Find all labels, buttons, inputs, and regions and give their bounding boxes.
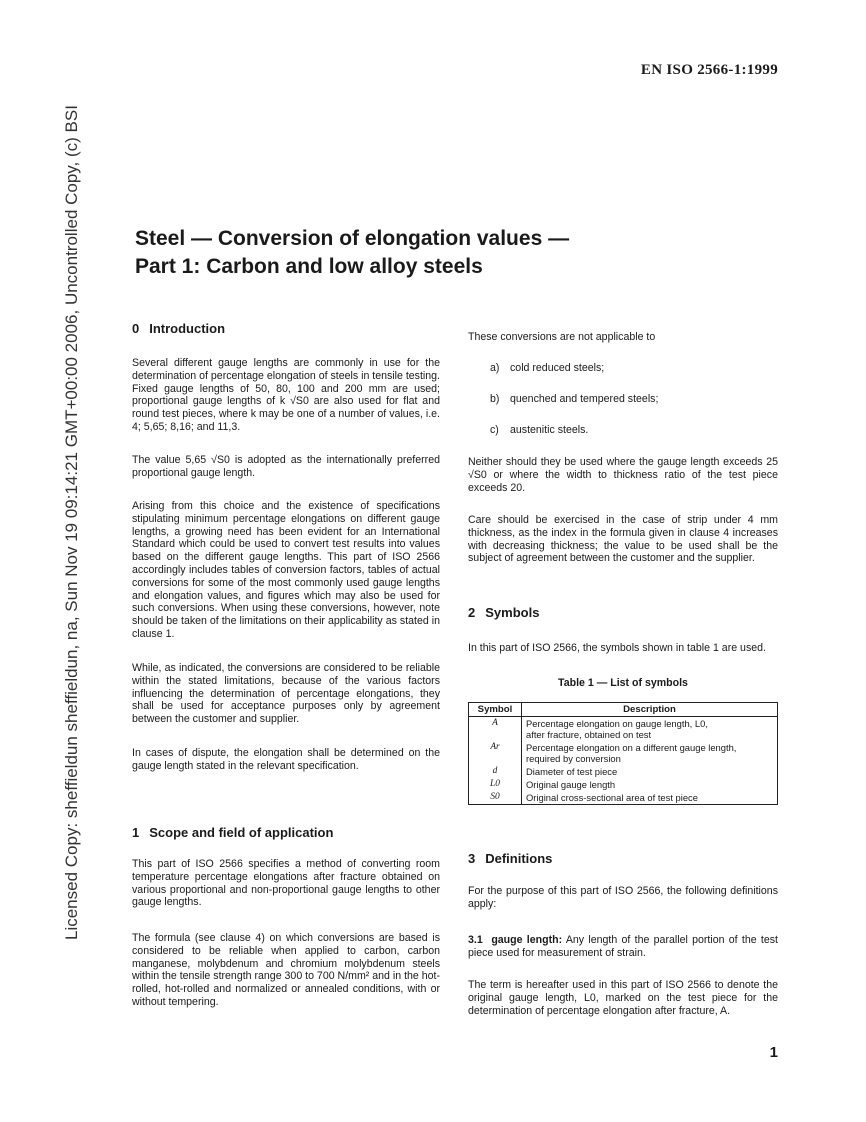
table-row [469, 778, 778, 791]
scope-paragraph-1: This part of ISO 2566 specifies a method of converting room temperature percentage elongations after fracture obtained on various proportional and non-proportional gauge lengths to other gauge lengths. [132, 858, 440, 909]
symbols-intro: In this part of ISO 2566, the symbols shown in table 1 are used. [468, 642, 766, 654]
symbols-table [468, 702, 778, 805]
exclusion-item-c: c) austenitic steels. [490, 424, 589, 436]
description-cell: Percentage elongation on a different gauge length, required by conversion [522, 741, 778, 765]
page-number: 1 [769, 1044, 778, 1061]
symbol-cell: Ar [469, 741, 522, 765]
description-cell: Original cross-sectional area of test piece [522, 791, 778, 805]
license-stamp: Licensed Copy: sheffieldun sheffieldun, na, Sun Nov 19 09:14:21 GMT+00:00 2006, Uncontrolled Copy, (c) BSI [62, 105, 81, 940]
section-introduction [132, 323, 440, 336]
table-caption: Table 1 — List of symbols [558, 677, 688, 689]
table-row [469, 765, 778, 778]
symbol-cell: L0 [469, 778, 522, 791]
title-line-1: Steel — Conversion of elongation values — [135, 227, 570, 250]
title-line-2: Part 1: Carbon and low alloy steels [135, 255, 483, 278]
description-cell: Percentage elongation on gauge length, L0, after fracture, obtained on test [522, 717, 778, 742]
section-scope [132, 827, 440, 840]
intro-paragraph-4: While, as indicated, the conversions are considered to be reliable within the stated limitations, because of the various factors influencing the determination of percentage elongations, they shall be used for acceptance purposes only by agreement between the customer and supplier. [132, 662, 440, 726]
standard-id: EN ISO 2566-1:1999 [640, 62, 778, 78]
col-symbol-header: Symbol [469, 703, 522, 717]
col-description-header: Description [522, 703, 778, 717]
document-title [135, 225, 569, 281]
intro-paragraph-2: The value 5,65 √S0 is adopted as the internationally preferred proportional gauge length. [132, 454, 440, 479]
neither-paragraph: Neither should they be used where the gauge length exceeds 25 √S0 or where the width to thickness ratio of the test piece exceeds 20. [468, 456, 778, 494]
intro-heading: 0 Introduction [132, 321, 226, 336]
description-cell: Diameter of test piece [522, 765, 778, 778]
symbol-cell: A [469, 717, 522, 742]
section-symbols [468, 607, 778, 620]
scope-heading: 1 Scope and field of application [132, 825, 334, 840]
intro-paragraph-5: In cases of dispute, the elongation shall be determined on the gauge length stated in the relevant specification. [132, 747, 440, 772]
exclusion-item-b: b) quenched and tempered steels; [490, 393, 659, 405]
symbols-heading: 2 Symbols [468, 605, 540, 620]
intro-paragraph-1: Several different gauge lengths are commonly in use for the determination of percentage elongation of steels in tensile testing. Fixed gauge lengths of 50, 80, 100 and 200 mm are used; proportional gauge lengths of k √S0 are also used for flat and round test pieces, where k may be one of a number of values, i.e. 4; 5,65; 8,16; and 11,3. [132, 357, 441, 433]
symbol-cell: S0 [469, 791, 522, 805]
table-row [469, 741, 778, 765]
definition-note: The term is hereafter used in this part of ISO 2566 to denote the original gauge length, L0, marked on the test piece for the determination of percentage elongation after fracture, A. [468, 979, 778, 1017]
care-paragraph: Care should be exercised in the case of strip under 4 mm thickness, as the index in the formula given in clause 4 increases with decreasing thickness; the value to be used shall be the subject of agreement between the customer and the supplier. [468, 514, 778, 565]
definitions-intro: For the purpose of this part of ISO 2566, the following definitions apply: [468, 885, 778, 910]
definitions-heading: 3 Definitions [468, 851, 553, 866]
description-cell: Original gauge length [522, 778, 778, 791]
exclusion-item-a: a) cold reduced steels; [490, 362, 605, 374]
table-row [469, 717, 778, 742]
definition-3-1: 3.1 gauge length: Any length of the parallel portion of the test piece used for measurement of strain. [468, 934, 778, 959]
symbol-cell: d [469, 765, 522, 778]
table-row [469, 791, 778, 805]
not-applicable-intro: These conversions are not applicable to [468, 331, 656, 343]
section-definitions [468, 853, 778, 866]
intro-paragraph-3: Arising from this choice and the existence of specifications stipulating minimum percentage elongations on different gauge lengths, a growing need has been evident for an International Standard which could be used to convert test results into values based on the different gauge lengths. This part of ISO 2566 accordingly includes tables of conversion factors, tables of actual conversions for some of the most commonly used gauge lengths and elongation values, and figures which may also be used for such conversions. When using these conversions, however, note should be taken of the limitations on their applicability as stated in clause 1. [132, 500, 440, 640]
scope-paragraph-2: The formula (see clause 4) on which conversions are based is considered to be reliable when applied to carbon, carbon manganese, molybdenum and chromium molybdenum steels within the tensile strength range 300 to 700 N/mm² and in the hot-rolled, hot-rolled and normalized or annealed conditions, with or without tempering. [132, 932, 440, 1008]
